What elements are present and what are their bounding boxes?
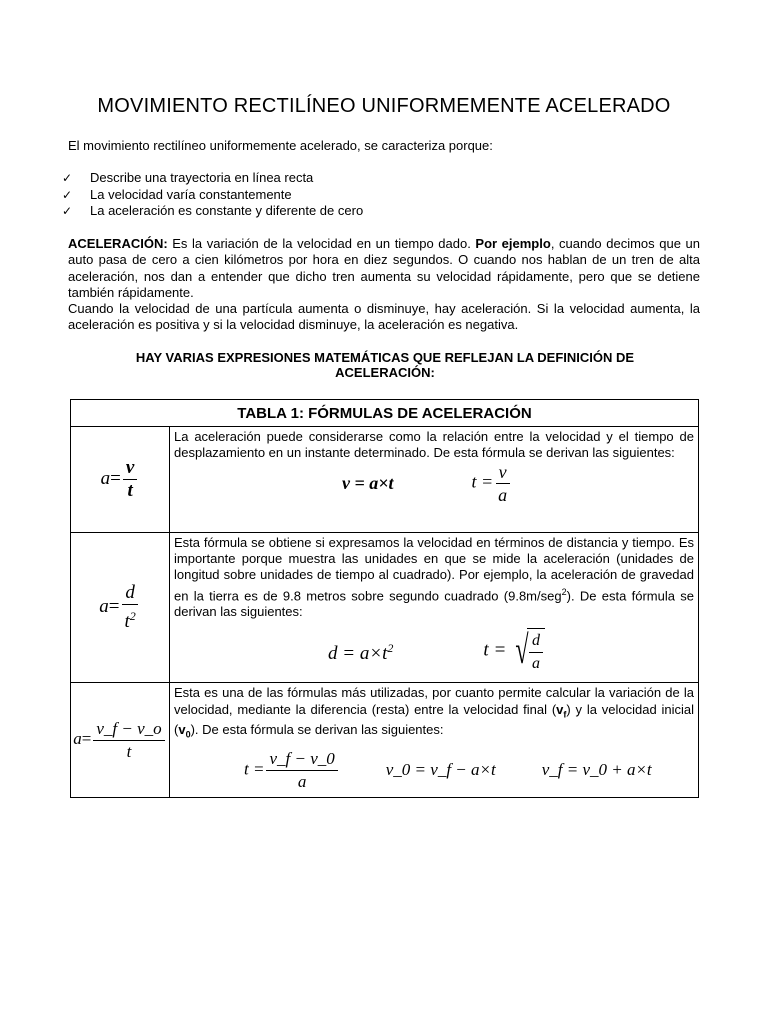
list-item: ✓ Describe una trayectoria en línea recta (62, 170, 314, 185)
derived-formula: t = $\frac{v}{a}$ (472, 462, 513, 505)
sign-paragraph: Cuando la velocidad de una partícula aumenta o disminuye, hay aceleración. Si la velocidad aumenta, la aceleración es positiva y si la velocidad disminuye, la aceleración es negativa. (68, 301, 700, 333)
table-caption: TABLA 1: FÓRMULAS DE ACELERACIÓN (71, 400, 699, 427)
formulas-table (70, 399, 699, 798)
description-cell: La aceleración puede considerarse como la relación entre la velocidad y el tiempo de desplazamiento en un instante determinado. De esta fórmula se derivan las siguientes: v = a×t t = $\frac{v}{a}$ (170, 427, 699, 533)
formula-cell (71, 427, 170, 533)
list-item: ✓ La aceleración es constante y diferente de cero (62, 203, 364, 218)
intro-text: El movimiento rectilíneo uniformemente acelerado, se caracteriza porque: (68, 138, 493, 153)
table-caption-row (71, 400, 699, 427)
formula-cell (71, 683, 170, 798)
page-title: MOVIMIENTO RECTILÍNEO UNIFORMEMENTE ACELERADO (97, 95, 671, 117)
table-row (71, 533, 699, 683)
derived-formula: v = a×t (342, 473, 394, 494)
description-cell: Esta es una de las fórmulas más utilizadas, por cuanto permite calcular la variación de la velocidad, mediante la diferencia (resta) entre la velocidad final $(v_f)$ y la velocidad inicial $(v_0)$. De esta fórmula se derivan las siguientes: t = $\frac{v\_f - v\_0}{a}$ v_0 = v_f − a×t v_f = v_0 + a×t (170, 683, 699, 798)
formula-a-v-t: a= $\frac{v}{t}$ (101, 468, 140, 489)
formula-a-vf-vo-t: a= $\frac{v\_f - v\_o}{t}$ (73, 729, 166, 748)
section-heading: HAY VARIAS EXPRESIONES MATEMÁTICAS QUE REFLEJAN LA DEFINICIÓN DE ACELERACIÓN: (135, 350, 635, 380)
derived-formula: t = $\frac{v\_f - v\_0}{a}$ (244, 749, 340, 792)
checkmark-icon: ✓ (62, 171, 73, 185)
definition-paragraph: ACELERACIÓN: Es la variación de la velocidad en un tiempo dado. Por ejemplo, cuando decimos que un auto pasa de cero a cien kilómetros por hora en diez segundos. O cuando nos hablan de un tren de alta aceleración, nos dan a entender que dicho tren aumenta su velocidad rápidamente, pero que se detiene también rápidamente. Cuando la velocidad de una partícula aumenta o disminuye, hay aceleración. Si la velocidad aumenta, la aceleración es positiva y si la velocidad disminuye, la aceleración es negativa. (68, 236, 700, 333)
derived-formula: v_f = v_0 + a×t (541, 760, 652, 780)
derived-formula: t = √ $\frac{d}{a}$ (483, 628, 545, 674)
formula-cell (71, 533, 170, 683)
table-row (71, 427, 699, 533)
checkmark-icon: ✓ (62, 204, 73, 218)
description-cell: Esta fórmula se obtiene si expresamos la velocidad en términos de distancia y tiempo. Es importante porque muestra las unidades en que se mide la aceleración (unidades de longitud sobre unidades de tiempo al cuadrado). Por ejemplo, la aceleración de gravedad en la tierra es de 9.8 metros sobre segundo cuadrado (9.8m/seg$^2$). De esta fórmula se derivan las siguientes: $d = a\times t^2$ t = √ $\frac{d}{a}$ (170, 533, 699, 683)
definition-label: ACELERACIÓN: (68, 236, 168, 251)
list-item: ✓ La velocidad varía constantemente (62, 186, 292, 202)
example-label: Por ejemplo (475, 236, 551, 251)
formula-a-d-t2: a= $\frac{d}{t^2}$ (99, 596, 141, 617)
sqrt-icon: √ (515, 627, 529, 673)
checkmark-icon: ✓ (62, 187, 73, 202)
derived-formula: $d = a\times t^2$ (328, 641, 394, 665)
checklist (62, 170, 363, 220)
table-row (71, 683, 699, 798)
derived-formula: v_0 = v_f − a×t (385, 760, 496, 780)
